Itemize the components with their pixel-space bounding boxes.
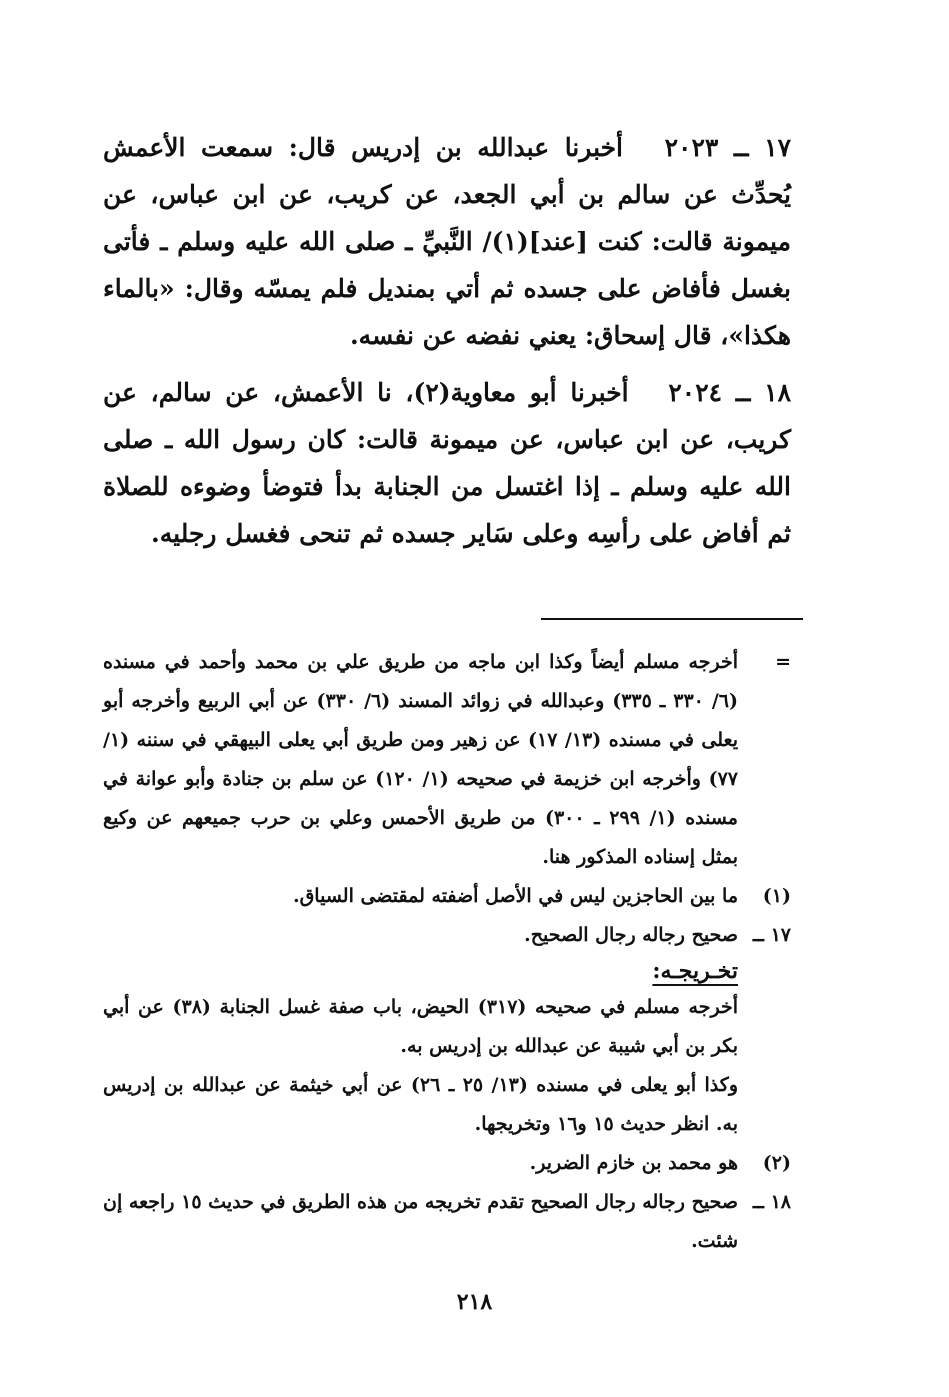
hadith-number: ١٧ ــ ٢٠٢٣ [664,133,791,162]
footnote-2 [103,1144,791,1183]
takhrij-text: وكذا أبو يعلى في مسنده (١٣/ ٢٥ ـ ٢٦) عن أبي خيثمة عن عبدالله بن إدريس به. انظر حديث ١٥ و١٦ وتخريجها. [103,1074,738,1135]
hadith-2024 [103,369,791,557]
footnote-continuation [103,643,791,877]
footnote-text: هو محمد بن خازم الضرير. [529,1152,738,1174]
note-text: صحيح رجاله رجال الصحيح تقدم تخريجه من هذه الطريق في حديث ١٥ راجعه إن شئت. [103,1191,738,1252]
hadith-number: ١٨ ــ ٢٠٢٤ [668,378,791,407]
page-number: ٢١٨ [456,1289,493,1315]
hadith-2023 [103,124,791,359]
note-18 [103,1183,791,1261]
hadith-text: أخبرنا عبدالله بن إدريس قال: سمعت الأعمش يُحدِّث عن سالم بن أبي الجعد، عن كريب، عن ابن عباس، عن ميمونة قالت: كنت [عند](١)/ النَّبيِّ ـ صلى الله عليه وسلم ـ فأتى بغسل فأفاض على جسده ثم أتي بمنديل فلم يمسّه وقال: «بالماء هكذا»، قال إسحاق: يعني نفضه عن نفسه. [103,133,791,350]
note-marker: ١٧ ــ [752,924,791,946]
takhrij-text: أخرجه مسلم في صحيحه (٣١٧) الحيض، باب صفة غسل الجنابة (٣٨) عن أبي بكر بن أبي شيبة عن عبدالله بن إدريس به. [103,996,738,1057]
takhrij-paragraph-2 [103,1066,791,1144]
takhrij-heading: تخـريجـه: [652,958,738,984]
footnote-marker: (١) [762,885,791,907]
footnote-1 [103,877,791,916]
note-17 [103,916,791,955]
footnotes [103,643,791,1261]
footnote-text: ما بين الحاجزين ليس في الأصل أضفته لمقتضى السياق. [292,885,738,907]
footnote-separator [541,618,803,620]
hadith-text: أخبرنا أبو معاوية(٢)، نا الأعمش، عن سالم، عن كريب، عن ابن عباس، عن ميمونة قالت: كان رسول الله ـ صلى الله عليه وسلم ـ إذا اغتسل من الجنابة بدأ فتوضأ وضوءه للصلاة ثم أفاض على رأسِه وعلى سَاير جسده ثم تنحى فغسل رجليه. [103,378,791,548]
note-text: صحيح رجاله رجال الصحيح. [524,924,738,946]
takhrij-paragraph-1 [103,988,791,1066]
note-marker: ١٨ ــ [752,1191,791,1213]
footnote-text: أخرجه مسلم أيضاً وكذا ابن ماجه من طريق علي بن محمد وأحمد في مسنده (٦/ ٣٣٠ ـ ٣٣٥) وعبدالله في زوائد المسند (٦/ ٣٣٠) عن أبي الربيع وأخرجه أبو يعلى في مسنده (١٣/ ١٧) عن زهير ومن طريق أبي يعلى البيهقي في سننه (١/ ٧٧) وأخرجه ابن خزيمة في صحيحه (١/ ١٢٠) عن سلم بن جنادة وأبو عوانة في مسنده (١/ ٢٩٩ ـ ٣٠٠) من طريق الأحمس وعلي بن حرب جميعهم عن وكيع بمثل إسناده المذكور هنا. [103,651,738,868]
footnote-marker: (٢) [762,1152,791,1174]
continuation-marker: = [775,651,791,673]
main-text [103,124,791,557]
